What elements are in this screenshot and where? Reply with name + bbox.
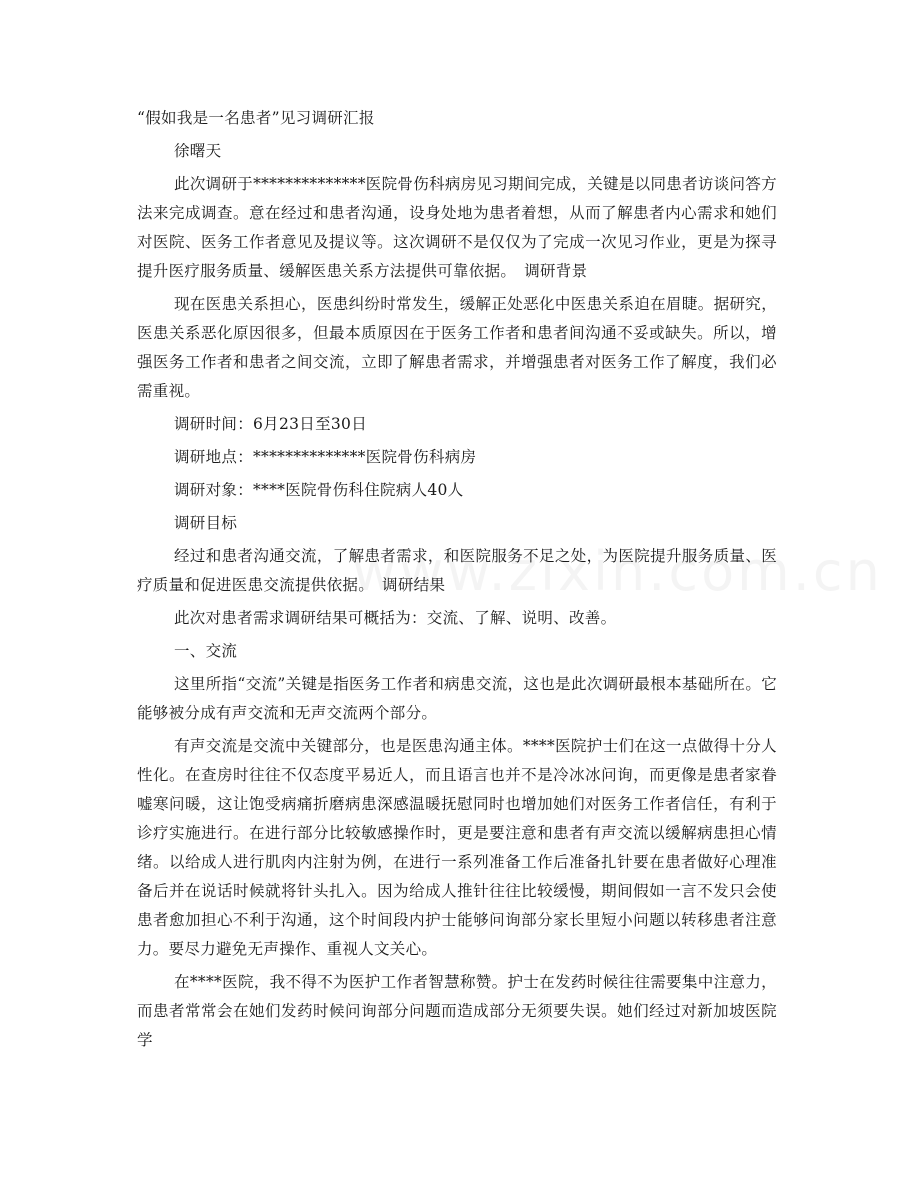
paragraph-survey-time: 调研时间：6月23日至30日 (174, 415, 368, 433)
paragraph-survey-subjects: 调研对象：****医院骨伤科住院病人40人 (174, 481, 464, 499)
document-author: 徐曙天 (174, 142, 222, 160)
paragraph-survey-goal-heading: 调研目标 (174, 514, 238, 532)
paragraph-verbal-communication: 有声交流是交流中关键部分，也是医患沟通主体。****医院护士们在这一点做得十分人性化。在查房时往往不仅态度平易近人，而且语言也并不是冷冰冰问询，而更像是患者家眷嘘寒问暖，这让饱受病痛折磨病患深感温暖抚慰同时也增加她们对医务工作者信任，有利于诊疗实施进行。在进行部分比较敏感操作时，更是要注意和患者有声交流以缓解病患担心情绪。以给成人进行肌肉内注射为例，在进行一系列准备工作后准备扎针要在患者做好心理准备后并在说话时候就将针头扎入。因为给成人推针往往比较缓慢，期间假如一言不发只会使患者愈加担心不利于沟通，这个时间段内护士能够问询部分家长里短小问题以转移患者注意力。要尽力避免无声操作、重视人文关心。 (137, 737, 777, 958)
paragraph-results-summary: 此次对患者需求调研结果可概括为：交流、了解、说明、改善。 (174, 609, 617, 627)
paragraph-background: 现在医患关系担心，医患纠纷时常发生，缓解正处恶化中医患关系迫在眉睫。据研究，医患关系恶化原因很多，但最本质原因在于医务工作者和患者间沟通不妥或缺失。所以，增强医务工作者和患者之间交流，立即了解患者需求，并增强患者对医务工作了解度，我们必需重视。 (137, 295, 777, 400)
document-page (137, 104, 777, 1059)
document-title: “假如我是一名患者”见习调研汇报 (137, 109, 375, 127)
paragraph-survey-goal: 经过和患者沟通交流，了解患者需求，和医院服务不足之处，为医院提升服务质量、医疗质量和促进医患交流提供依据。 调研结果 (137, 547, 777, 594)
paragraph-hospital-praise: 在****医院，我不得不为医护工作者智慧称赞。护士在发药时候往往需要集中注意力，而患者常常会在她们发药时候问询部分问题而造成部分无须要失误。她们经过对新加坡医院学 (137, 973, 777, 1049)
paragraph-survey-location: 调研地点：**************医院骨伤科病房 (174, 448, 477, 466)
paragraph-communication-definition: 这里所指“交流”关键是指医务工作者和病患交流，这也是此次调研最根本基础所在。它能够被分成有声交流和无声交流两个部分。 (137, 675, 777, 722)
section-heading-communication: 一、交流 (174, 642, 238, 660)
paragraph-intro: 此次调研于**************医院骨伤科病房见习期间完成，关键是以同患者访谈问答方法来完成调查。意在经过和患者沟通，设身处地为患者着想，从而了解患者内心需求和她们对医院、医务工作者意见及提议等。这次调研不是仅仅为了完成一次见习作业，更是为探寻提升医疗服务质量、缓解医患关系方法提供可靠依据。 调研背景 (137, 175, 777, 280)
